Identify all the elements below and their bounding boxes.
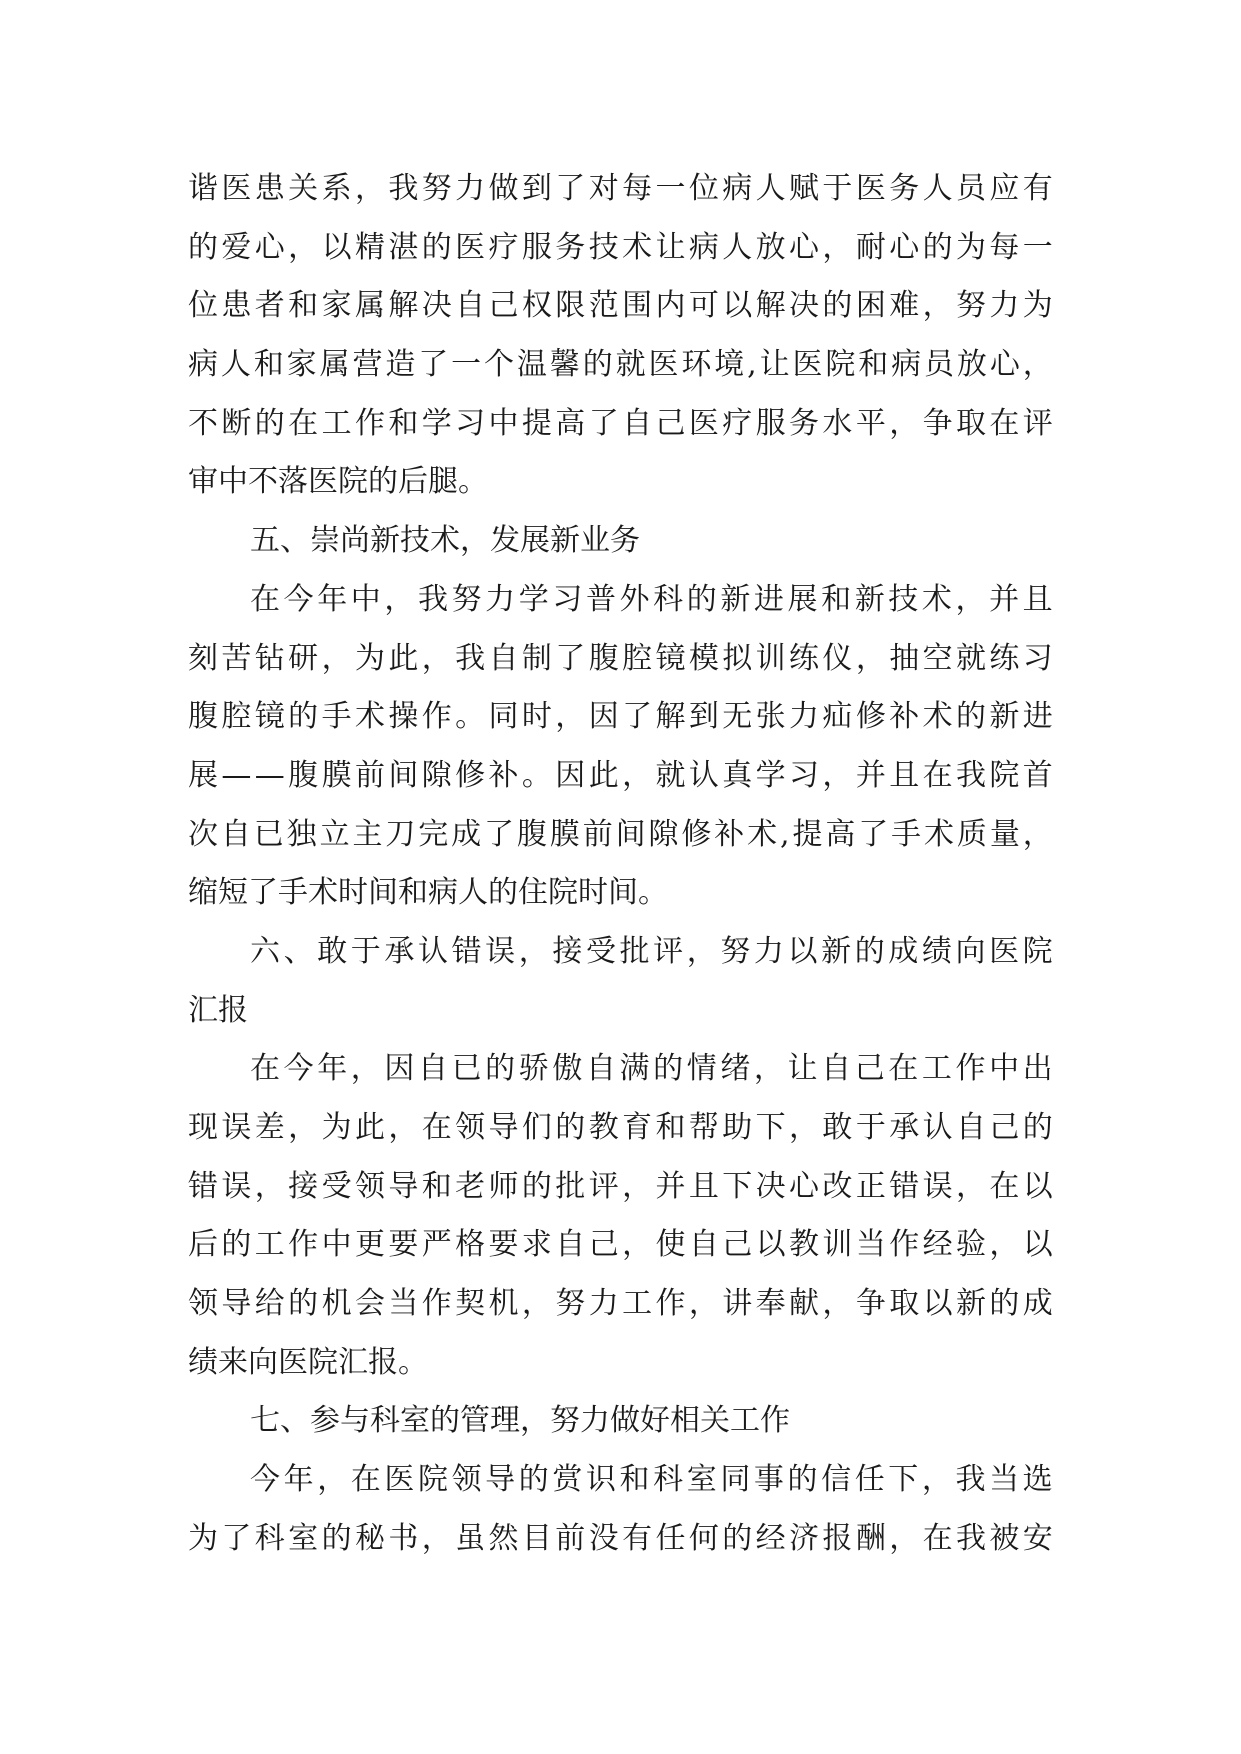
text-line: 领 导 给 的 机 会 当 作 契 机 ， 努 力 工 作 ， 讲 奉 献 ， 争 取 以 新 的 成 [188, 1286, 1053, 1322]
text-line: 的 爱 心 ， 以 精 湛 的 医 疗 服 务 技 术 让 病 人 放 心 ， 耐 心 的 为 每 一 [188, 229, 1053, 265]
text-line: 后 的 工 作 中 更 要 严 格 要 求 自 己 ， 使 自 己 以 教 训 当 作 经 验 ， 以 [188, 1227, 1053, 1263]
text-line: 缩短了手术时间和病人的住院时间。 [188, 875, 668, 911]
text-line: 位 患 者 和 家 属 解 决 自 己 权 限 范 围 内 可 以 解 决 的 困 难 ， 努 力 为 [188, 288, 1053, 324]
text-line: 谐 医 患 关 系 ， 我 努 力 做 到 了 对 每 一 位 病 人 赋 于 医 务 人 员 应 有 [188, 171, 1053, 206]
text-line: 现 误 差 ， 为 此 ， 在 领 导 们 的 教 育 和 帮 助 下 ， 敢 于 承 认 自 己 的 [188, 1110, 1053, 1145]
text-line: 审中不落医院的后腿。 [188, 464, 488, 500]
text-line: 在 今 年 中 ， 我 努 力 学 习 普 外 科 的 新 进 展 和 新 技 术 ， 并 且 [250, 581, 1053, 617]
text-line: 汇报 [188, 992, 248, 1028]
text-line: 不 断 的 在 工 作 和 学 习 中 提 高 了 自 己 医 疗 服 务 水 平 ， 争 取 在 评 [188, 405, 1053, 441]
text-line: 次 自 已 独 立 主 刀 完 成 了 腹 膜 前 间 隙 修 补 术 , 提 高 了 手 术 质 量 ， [188, 816, 1053, 852]
text-line: 七、参与科室的管理，努力做好相关工作 [250, 1403, 790, 1439]
text-line: 刻 苦 钻 研 ， 为 此 ， 我 自 制 了 腹 腔 镜 模 拟 训 练 仪 ， 抽 空 就 练 习 [188, 640, 1053, 676]
text-line: 病 人 和 家 属 营 造 了 一 个 温 馨 的 就 医 环 境 , 让 医 院 和 病 员 放 心 ， [188, 347, 1053, 383]
document-body [188, 160, 1053, 1569]
text-line: 五、崇尚新技术，发展新业务 [250, 523, 640, 559]
text-line: 展 — — 腹 膜 前 间 隙 修 补 。 因 此 ， 就 认 真 学 习 ， 并 且 在 我 院 首 [188, 757, 1053, 793]
text-line: 今 年 ， 在 医 院 领 导 的 赏 识 和 科 室 同 事 的 信 任 下 ， 我 当 选 [250, 1462, 1053, 1498]
text-line: 腹 腔 镜 的 手 术 操 作 。 同 时 ， 因 了 解 到 无 张 力 疝 修 补 术 的 新 进 [188, 699, 1053, 735]
text-line: 错 误 ， 接 受 领 导 和 老 师 的 批 评 ， 并 且 下 决 心 改 正 错 误 ， 在 以 [188, 1168, 1053, 1204]
text-line: 绩来向医院汇报。 [188, 1344, 428, 1380]
text-line: 六 、 敢 于 承 认 错 误 ， 接 受 批 评 ， 努 力 以 新 的 成 绩 向 医 院 [250, 933, 1053, 969]
text-line: 在 今 年 ， 因 自 已 的 骄 傲 自 满 的 情 绪 ， 让 自 己 在 工 作 中 出 [250, 1051, 1053, 1087]
text-line: 为 了 科 室 的 秘 书 ， 虽 然 目 前 没 有 任 何 的 经 济 报 酬 ， 在 我 被 安 [188, 1520, 1053, 1556]
